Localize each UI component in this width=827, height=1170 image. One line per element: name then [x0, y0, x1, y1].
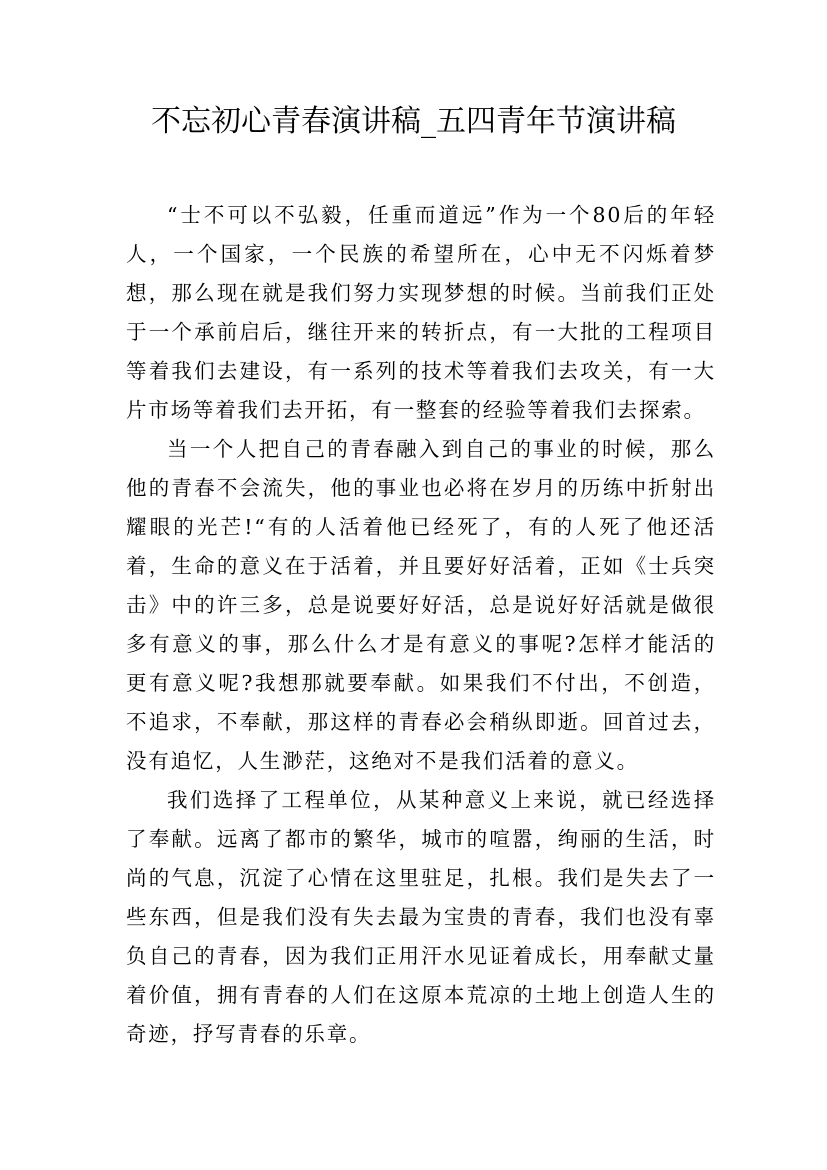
- paragraph-1: “士不可以不弘毅，任重而道远”作为一个80后的年轻人，一个国家，一个民族的希望所在，心中无不闪烁着梦想，那么现在就是我们努力实现梦想的时候。当前我们正处于一个承前启后，继往开来的转折点，有一大批的工程项目等着我们去建设，有一系列的技术等着我们去攻关，有一大片市场等着我们去开拓，有一整套的经验等着我们去探索。: [126, 203, 716, 422]
- document-title: 不忘初心青春演讲稿_五四青年节演讲稿: [151, 104, 676, 139]
- paragraph-3: 我们选择了工程单位，从某种意义上来说，就已经选择了奉献。远离了都市的繁华，城市的喧嚣，绚丽的生活，时尚的气息，沉淀了心情在这里驻足，扎根。我们是失去了一些东西，但是我们没有失去最为宝贵的青春，我们也没有辜负自己的青春，因为我们正用汗水见证着成长，用奉献丈量着价值，拥有青春的人们在这原本荒凉的土地上创造人生的奇迹，抒写青春的乐章。: [126, 788, 716, 1046]
- document-body: [126, 196, 716, 1054]
- paragraph-2: 当一个人把自己的青春融入到自己的事业的时候，那么他的青春不会流失，他的事业也必将在岁月的历练中折射出耀眼的光芒!“有的人活着他已经死了，有的人死了他还活着，生命的意义在于活着，并且要好好活着，正如《士兵突击》中的许三多，总是说要好好活，总是说好好活就是做很多有意义的事，那么什么才是有意义的事呢?怎样才能活的更有意义呢?我想那就要奉献。如果我们不付出，不创造，不追求，不奉献，那这样的青春必会稍纵即逝。回首过去，没有追忆，人生渺茫，这绝对不是我们活着的意义。: [126, 437, 716, 773]
